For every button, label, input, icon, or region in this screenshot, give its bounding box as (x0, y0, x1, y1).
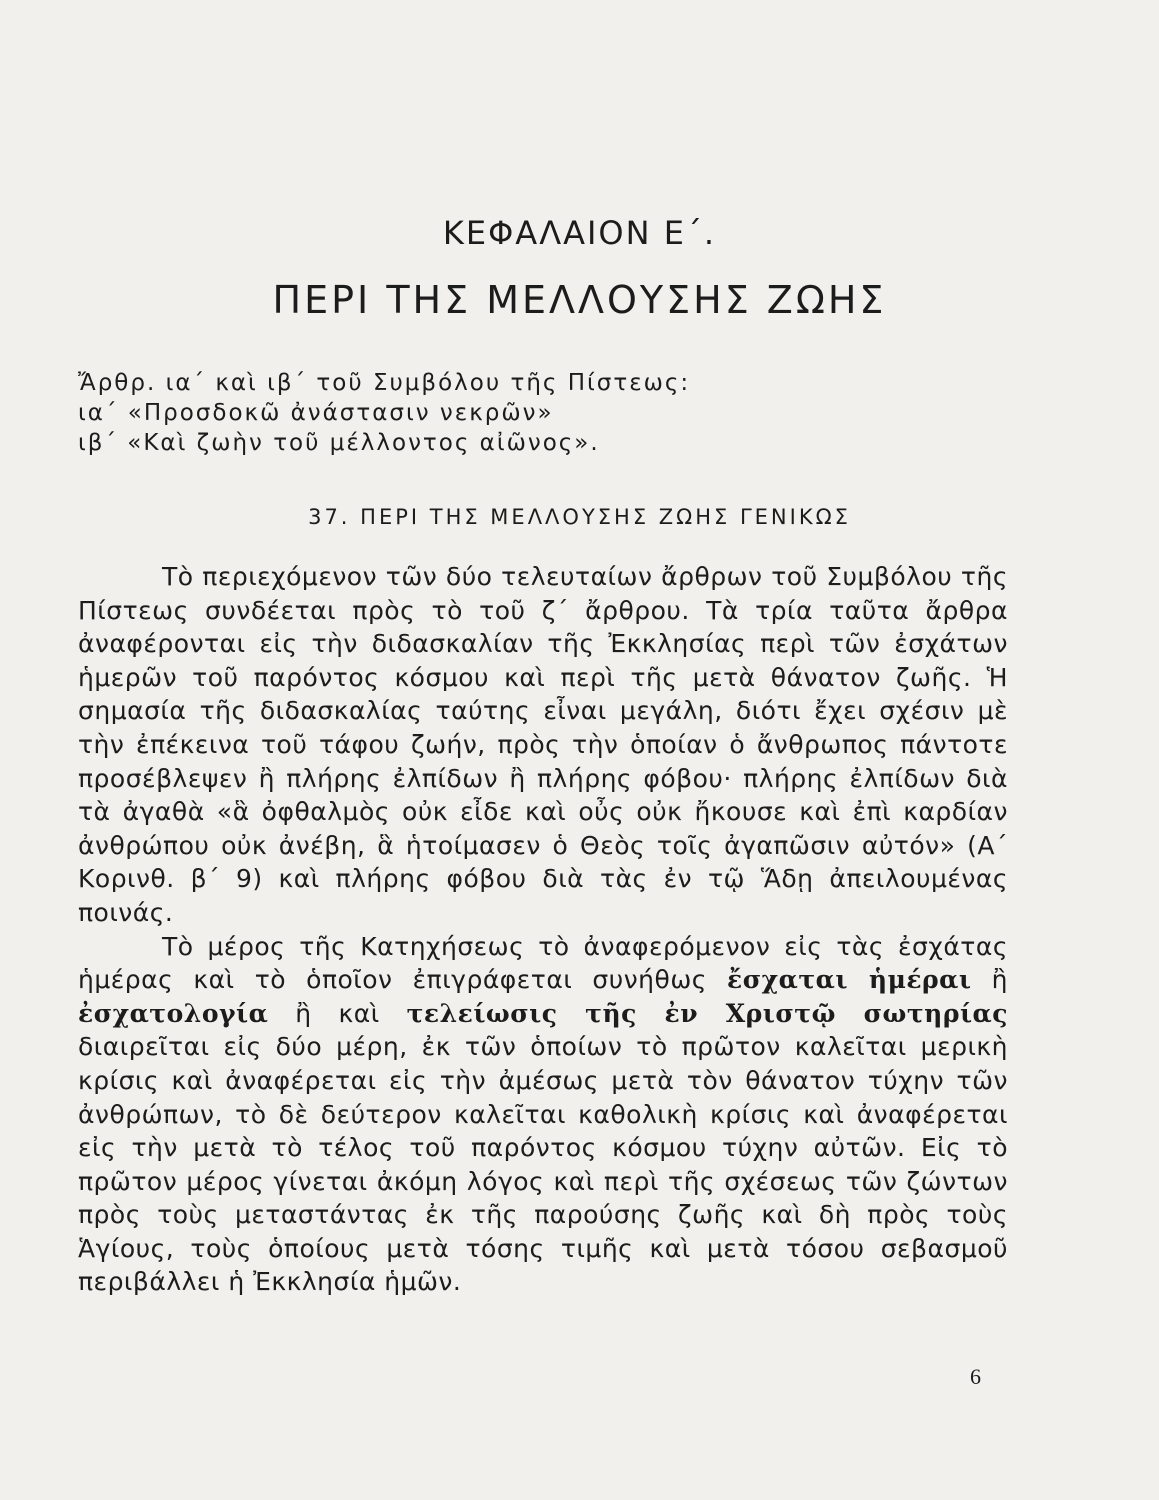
paragraph-2 (78, 930, 1008, 1300)
paragraph-1: Τὸ περιεχόμενον τῶν δύο τελευταίων ἄρθρων τοῦ Συμβόλου τῆς Πίστεως συνδέεται πρὸς τὸ τοῦ ζ΄ ἄρθρου. Τὰ τρία ταῦτα ἄρθρα ἀναφέρονται εἰς τὴν διδασκαλίαν τῆς Ἐκκλησίας περὶ τῶν ἐσχάτων ἡμερῶν τοῦ παρόντος κόσμου καὶ περὶ τῆς μετὰ θάνατον ζωῆς. Ἡ σημασία τῆς διδασκαλίας ταύτης εἶναι μεγάλη, διότι ἔχει σχέσιν μὲ τὴν ἐπέκεινα τοῦ τάφου ζωήν, πρὸς τὴν ὁποίαν ὁ ἄνθρωπος πάντοτε προσέβλεψεν ἢ πλήρης ἐλπίδων ἢ πλήρης φόβου· πλήρης ἐλπίδων διὰ τὰ ἀγαθὰ «ἃ ὀφθαλμὸς οὐκ εἶδε καὶ οὖς οὐκ ἤκουσε καὶ ἐπὶ καρδίαν ἀνθρώπου οὐκ ἀνέβη, ἃ ἡτοίμασεν ὁ Θεὸς τοῖς ἀγαπῶσιν αὐτόν» (Α΄ Κορινθ. β΄ 9) καὶ πλήρης φόβου διὰ τὰς ἐν τῷ Ἅδῃ ἀπειλουμένας ποινάς. (78, 562, 1008, 927)
article-12-quote: ιβ΄ «Καὶ ζωὴν τοῦ μέλλοντος αἰῶνος». (78, 430, 600, 456)
paragraph-2-rest: διαιρεῖται εἰς δύο μέρη, ἐκ τῶν ὁποίων τὸ πρῶτον καλεῖται μερικὴ κρίσις καὶ ἀναφέρεται εἰς τὴν ἀμέσως μετὰ τὸν θάνατον τύχην τῶν ἀνθρώπων, τὸ δὲ δεύτερον καλεῖται καθολικὴ κρίσις καὶ ἀναφέρεται εἰς τὴν μετὰ τὸ τέλος τοῦ παρόντος κόσμου τύχην αὐτῶν. Εἰς τὸ πρῶτον μέρος γίνεται ἀκόμη λόγος καὶ περὶ τῆς σχέσεως τῶν ζώντων πρὸς τοὺς μεταστάντας ἐκ τῆς παρούσης ζωῆς καὶ δὴ πρὸς τοὺς Ἁγίους, τοὺς ὁποίους μετὰ τόσης τιμῆς καὶ μετὰ τόσου σεβασμοῦ περιβάλλει ἡ Ἐκκλησία ἡμῶν. (78, 1032, 1008, 1297)
article-reference: Ἄρθρ. ια΄ καὶ ιβ΄ τοῦ Συμβόλου τῆς Πίστεως: (78, 370, 691, 396)
creed-articles (78, 368, 978, 458)
term-eschatology: ἐσχατολογία (78, 998, 269, 1028)
section-heading: 37. ΠΕΡΙ ΤΗΣ ΜΕΛΛΟΥΣΗΣ ΖΩΗΣ ΓΕΝΙΚΩΣ (308, 505, 851, 529)
separator-or-also: ἢ καὶ (268, 998, 407, 1028)
chapter-title: ΠΕΡΙ ΤΗΣ ΜΕΛΛΟΥΣΗΣ ΖΩΗΣ (272, 278, 887, 322)
term-fulfillment: τελείωσις τῆς ἐν Χριστῷ σωτηρίας (406, 998, 1008, 1028)
article-11-quote: ια΄ «Προσδοκῶ ἀνάστασιν νεκρῶν» (78, 400, 554, 426)
term-last-days: ἔσχαται ἡμέραι (727, 965, 972, 995)
chapter-heading: ΚΕΦΑΛΑΙΟΝ Ε΄. (442, 214, 717, 252)
body-text (78, 560, 1008, 1299)
paragraph-2-intro: Τὸ μέρος τῆς Κατηχήσεως τὸ ἀναφερόμενον εἰς τὰς ἐσχάτας ἡμέρας καὶ τὸ ὁποῖον ἐπιγράφεται συνήθως (78, 931, 1008, 995)
page-number: 6 (970, 1364, 981, 1389)
separator-or: ἢ (971, 965, 1008, 995)
